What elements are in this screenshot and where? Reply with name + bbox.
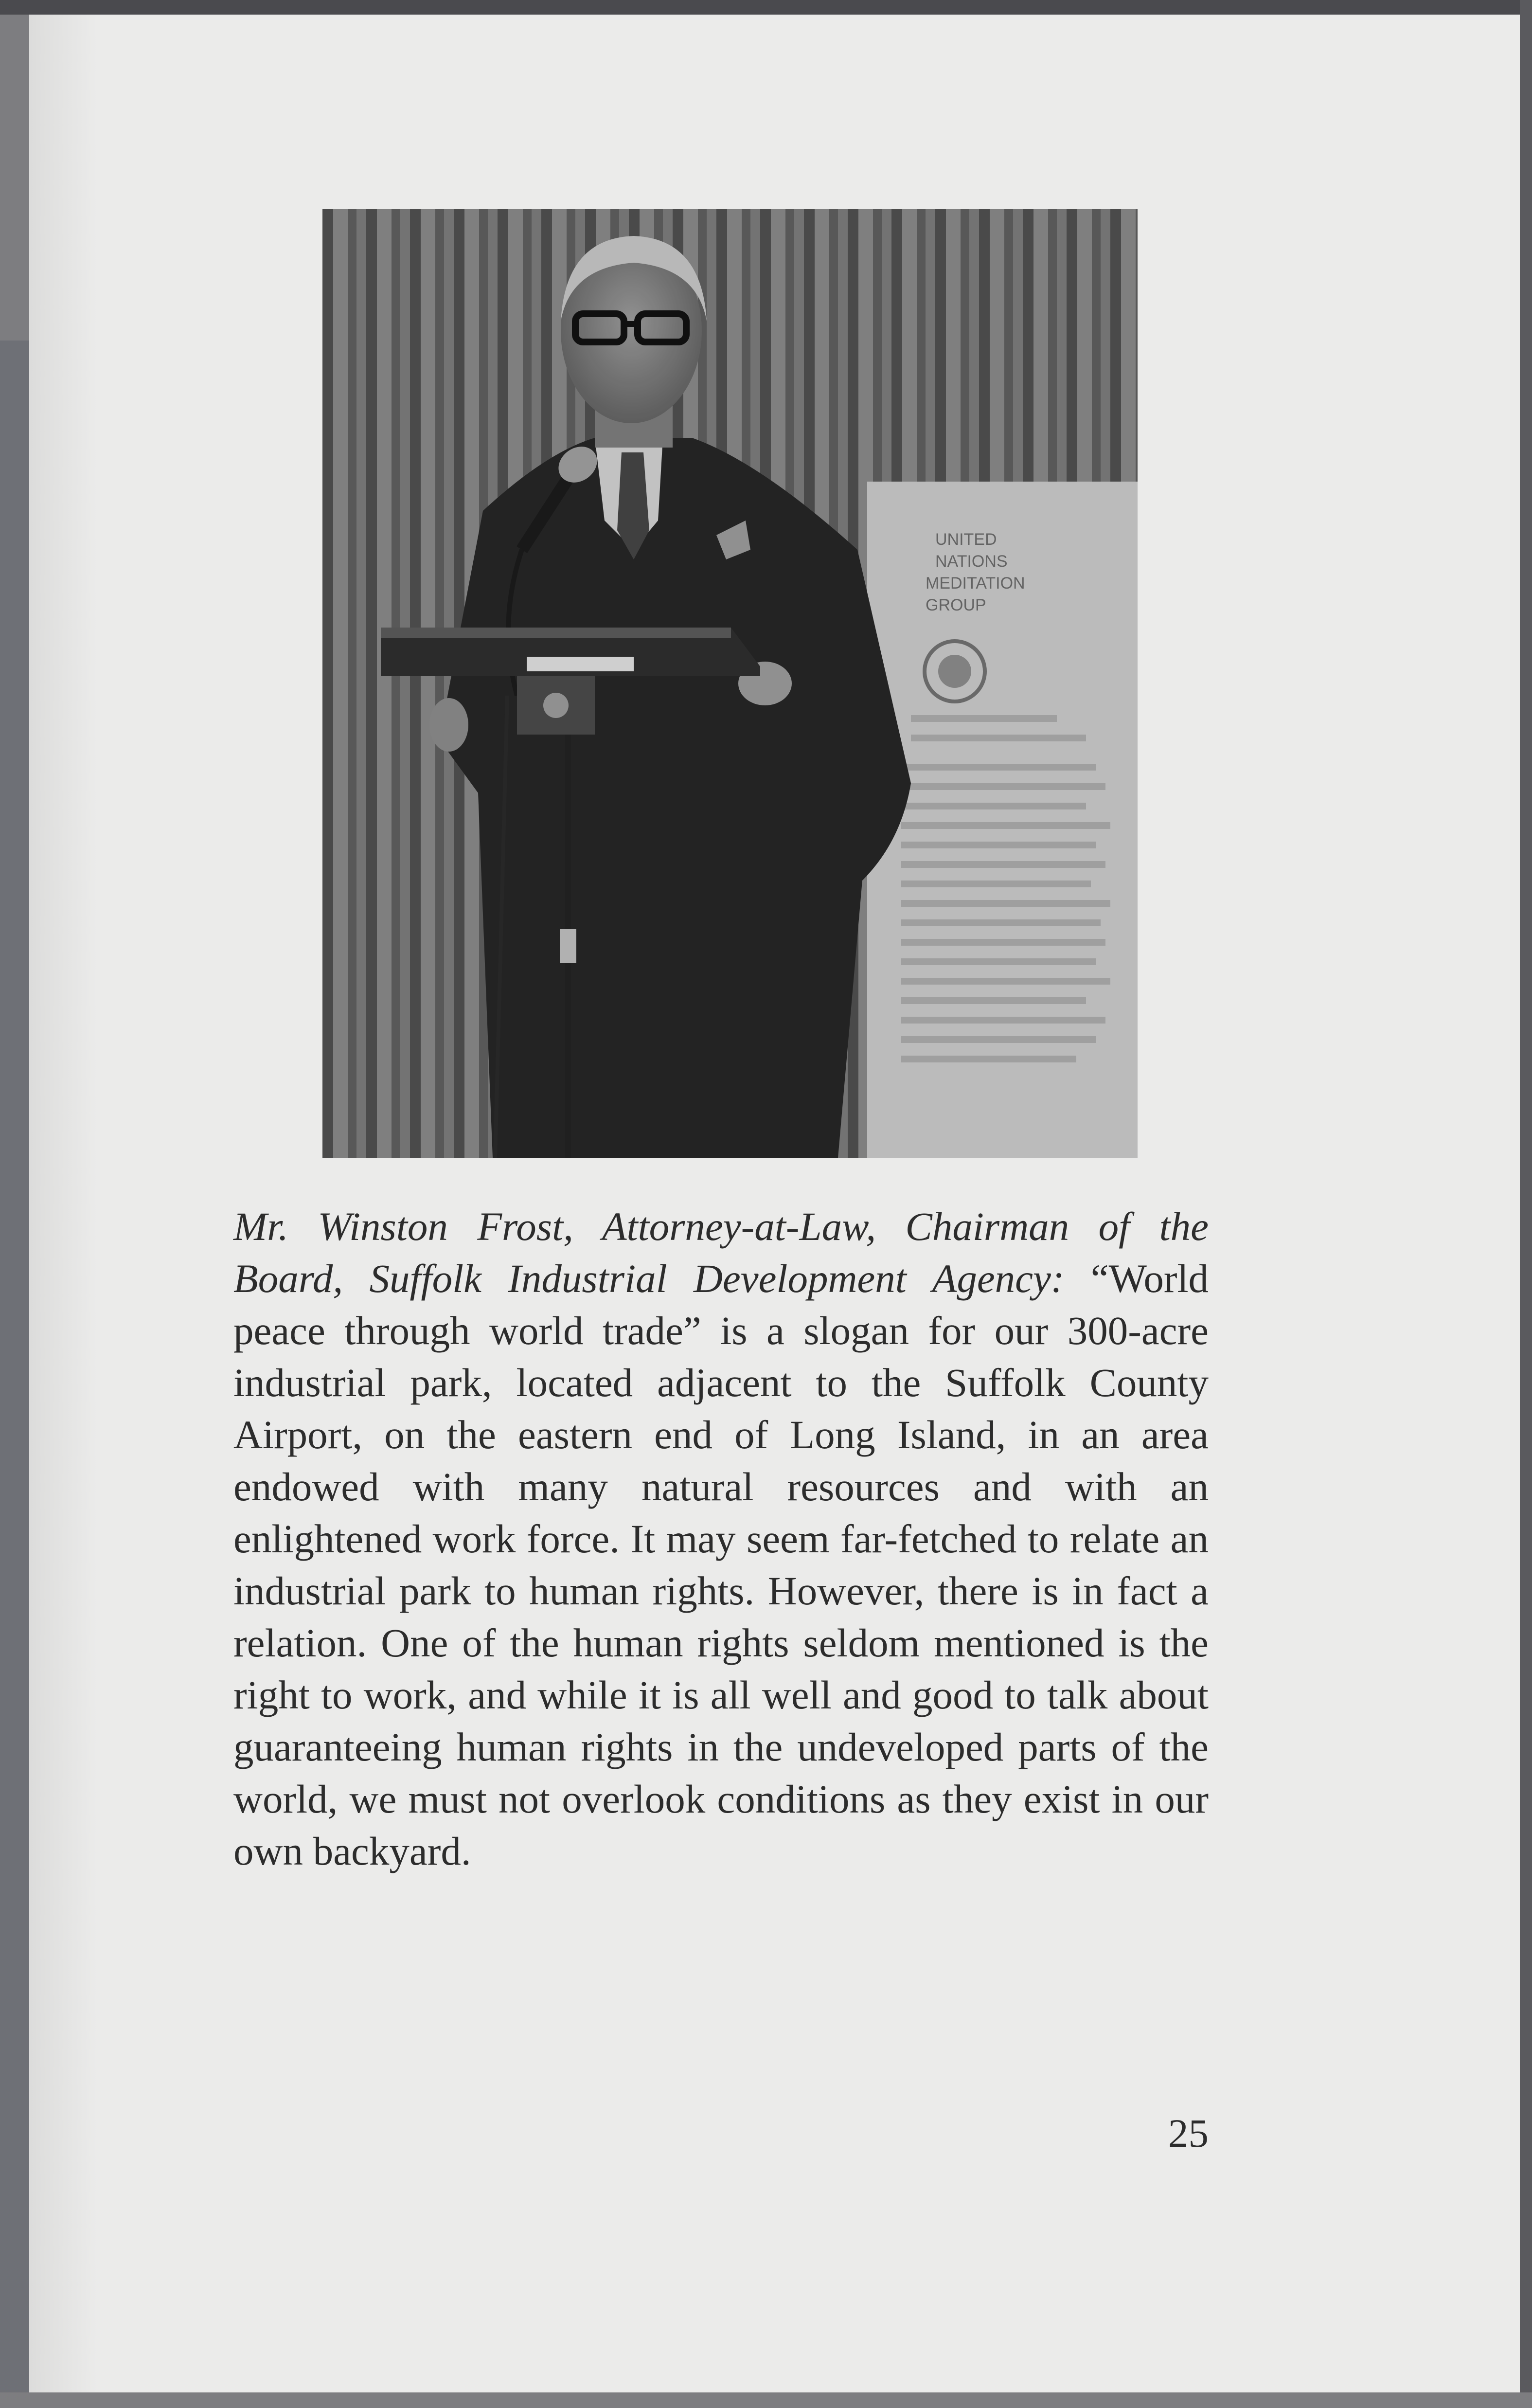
page-number: 25 [1168,2111,1209,2156]
photo-caption [233,1201,1209,1877]
scan-border-right [1520,0,1532,2408]
sign-line: MEDITATION [926,574,1025,593]
speaker-photo [322,209,1138,1158]
speaker-credit: Mr. Winston Frost, Attorney-at-Law, Chairman of the Board, Suffolk Industrial Development Agency: [233,1204,1209,1301]
sign-line: GROUP [926,596,986,614]
sign-line: NATIONS [935,552,1008,571]
scan-border-top [0,0,1532,15]
caption-quote: “World peace through world trade” is a slogan for our 300-acre industrial park, located adjacent to the Suffolk County Airport, on the eastern end of Long Island, in an area endowed with many natural resources and with an enlightened work force. It may seem far-fetched to relate an industrial park to human rights. However, there is in fact a relation. One of the human rights seldom mentioned is the right to work, and while it is all well and good to talk about guaranteeing human rights in the undeveloped parts of the world, we must not overlook conditions as they exist in our own backyard. [233,1256,1209,1873]
sign-line: UNITED [935,530,997,549]
scan-border-bottom [0,2392,1532,2408]
paper-shadow [29,15,97,2392]
